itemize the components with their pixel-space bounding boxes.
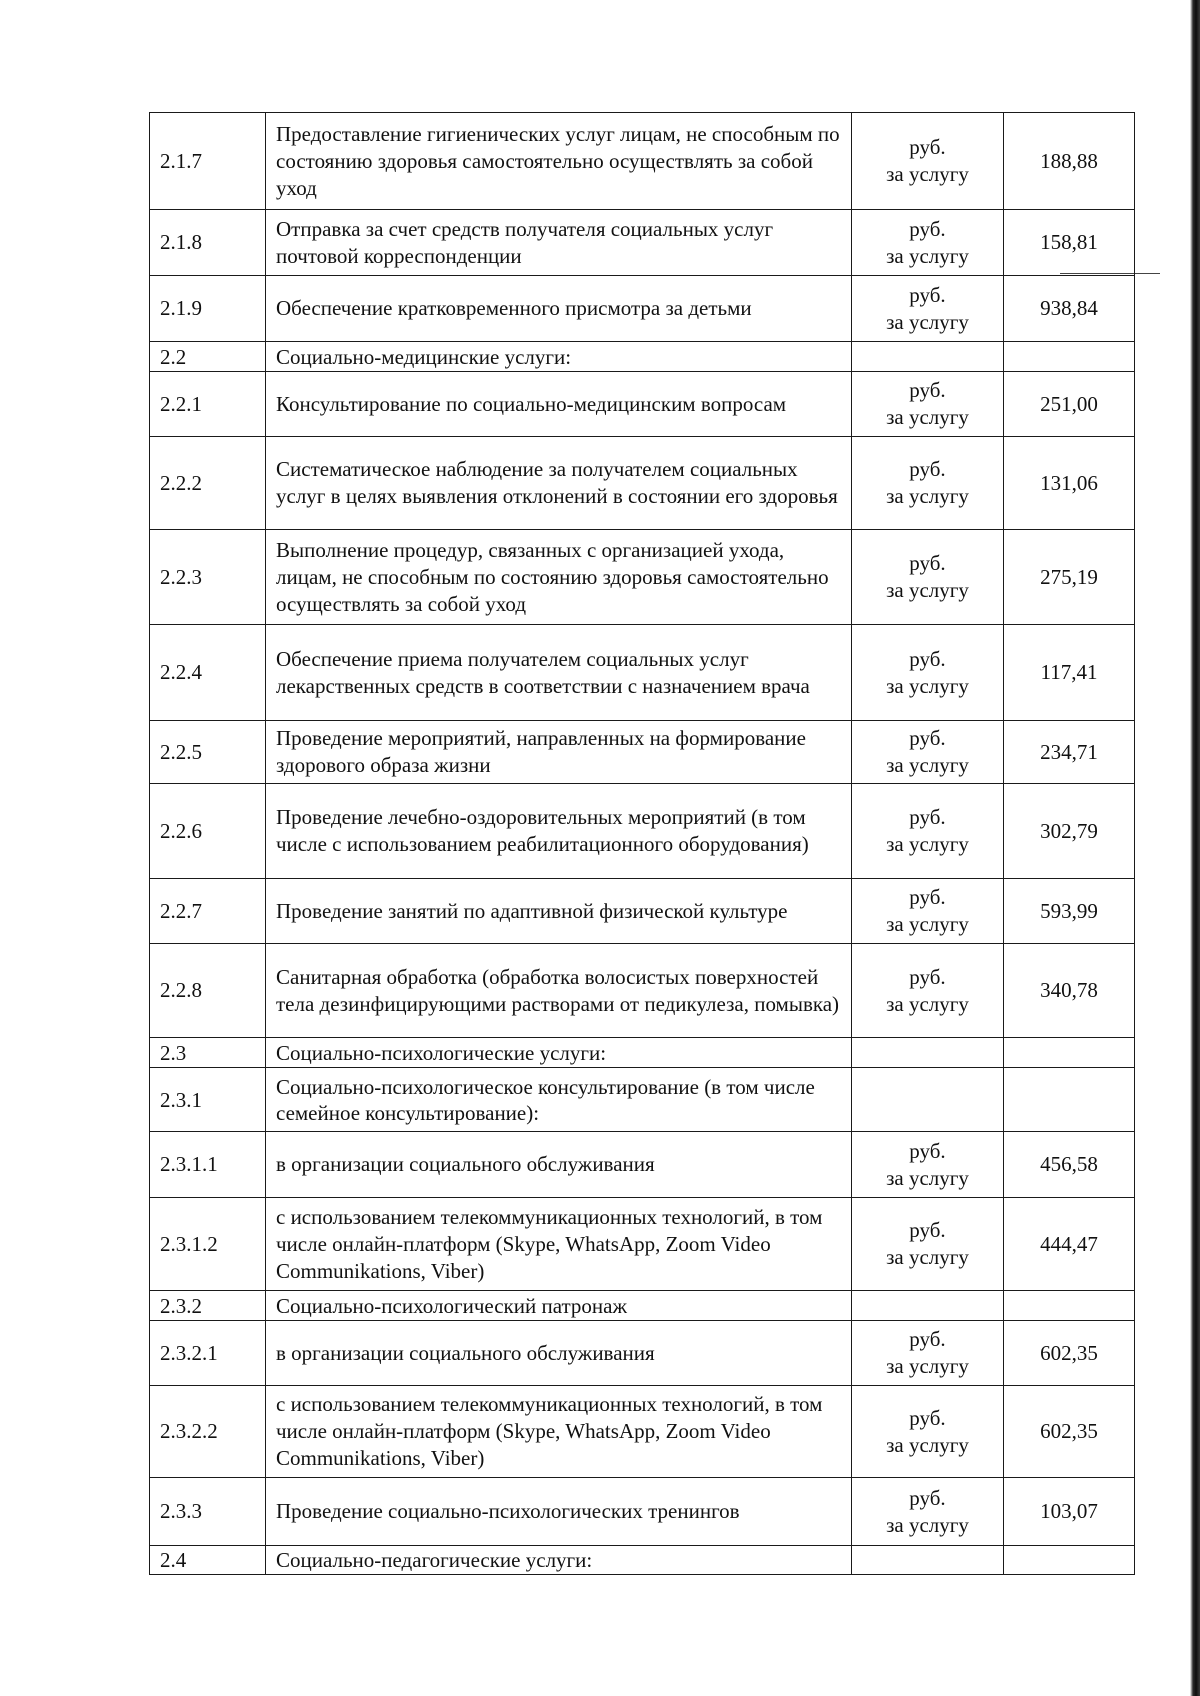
table-row: [150, 276, 1135, 342]
unit-cell: [852, 1132, 1004, 1198]
row-number: 2.3.2: [150, 1291, 266, 1321]
service-name: Отправка за счет средств получателя социальных услуг почтовой корреспонденции: [266, 210, 852, 276]
unit-cell: [852, 210, 1004, 276]
service-name: Социально-медицинские услуги:: [266, 342, 852, 372]
unit-per-service: за услугу: [886, 405, 969, 429]
unit-cell: [852, 437, 1004, 530]
price-value: 275,19: [1004, 530, 1135, 625]
price-value: 117,41: [1004, 625, 1135, 721]
row-number: 2.1.8: [150, 210, 266, 276]
unit-per-service: за услугу: [886, 578, 969, 602]
unit-currency: руб.: [909, 1485, 946, 1510]
unit-cell: [852, 625, 1004, 721]
unit-currency: руб.: [909, 216, 946, 241]
price-value: 188,88: [1004, 113, 1135, 210]
unit-cell: [852, 1478, 1004, 1546]
row-number: 2.2.3: [150, 530, 266, 625]
price-value: [1004, 1546, 1135, 1575]
unit-cell: [852, 530, 1004, 625]
unit-cell: [852, 1546, 1004, 1575]
unit-cell: [852, 113, 1004, 210]
service-name: Санитарная обработка (обработка волосистых поверхностей тела дезинфицирующими растворами от педикулеза, помывка): [266, 944, 852, 1038]
service-name: в организации социального обслуживания: [266, 1321, 852, 1386]
unit-per-service: за услугу: [886, 1512, 969, 1537]
unit-per-service: за услугу: [886, 309, 969, 334]
unit-per-service: за услугу: [886, 832, 969, 856]
row-number: 2.3.3: [150, 1478, 266, 1546]
row-number: 2.2.8: [150, 944, 266, 1038]
price-value: [1004, 1068, 1135, 1132]
unit-per-service: за услугу: [886, 162, 969, 186]
unit-currency: руб.: [909, 964, 946, 989]
unit-currency: руб.: [909, 1327, 946, 1351]
row-number: 2.2.2: [150, 437, 266, 530]
unit-per-service: за услугу: [886, 1165, 969, 1190]
unit-currency: руб.: [909, 1218, 946, 1242]
unit-cell: [852, 372, 1004, 437]
unit-currency: руб.: [909, 805, 946, 829]
table-row: [150, 1291, 1135, 1321]
unit-cell: [852, 1068, 1004, 1132]
price-value: 444,47: [1004, 1198, 1135, 1291]
price-value: 340,78: [1004, 944, 1135, 1038]
unit-currency: руб.: [909, 457, 946, 481]
row-number: 2.3.1.2: [150, 1198, 266, 1291]
table-row: [150, 113, 1135, 210]
row-number: 2.2.7: [150, 879, 266, 944]
tariff-table: [149, 112, 1135, 1575]
price-value: [1004, 1291, 1135, 1321]
unit-per-service: за услугу: [886, 912, 969, 936]
table-row: [150, 530, 1135, 625]
table-row: [150, 1068, 1135, 1132]
row-number: 2.2.4: [150, 625, 266, 721]
unit-per-service: за услугу: [886, 243, 969, 268]
table-row: [150, 1546, 1135, 1575]
price-value: 131,06: [1004, 437, 1135, 530]
price-value: 234,71: [1004, 721, 1135, 784]
unit-cell: [852, 1198, 1004, 1291]
table-row: [150, 1321, 1135, 1386]
unit-cell: [852, 784, 1004, 879]
price-value: 158,81: [1004, 210, 1135, 276]
price-value: [1004, 342, 1135, 372]
service-name: Обеспечение приема получателем социальных услуг лекарственных средств в соответствии с назначением врача: [266, 625, 852, 721]
unit-cell: [852, 1038, 1004, 1068]
row-number: 2.4: [150, 1546, 266, 1575]
row-number: 2.3.1: [150, 1068, 266, 1132]
price-value: 251,00: [1004, 372, 1135, 437]
unit-per-service: за услугу: [886, 1245, 969, 1269]
price-value: 602,35: [1004, 1321, 1135, 1386]
unit-currency: руб.: [909, 135, 946, 159]
service-name: Предоставление гигиенических услуг лицам, не способным по состоянию здоровья самостоятельно осуществлять за собой уход: [266, 113, 852, 210]
unit-per-service: за услугу: [886, 673, 969, 698]
unit-per-service: за услугу: [886, 484, 969, 508]
unit-currency: руб.: [909, 551, 946, 575]
service-name: Проведение мероприятий, направленных на формирование здорового образа жизни: [266, 721, 852, 784]
unit-cell: [852, 1321, 1004, 1386]
row-number: 2.3.2.2: [150, 1386, 266, 1478]
price-value: 456,58: [1004, 1132, 1135, 1198]
table-row: [150, 784, 1135, 879]
service-name: Социально-психологическое консультирование (в том числе семейное консультирование):: [266, 1068, 852, 1132]
table-row: [150, 372, 1135, 437]
table-row: [150, 879, 1135, 944]
unit-cell: [852, 944, 1004, 1038]
table-row: [150, 437, 1135, 530]
table-row: [150, 1386, 1135, 1478]
unit-currency: руб.: [909, 885, 946, 909]
unit-currency: руб.: [909, 1138, 946, 1163]
service-name: с использованием телекоммуникационных технологий, в том числе онлайн-платформ (Skype, WhatsApp, Zoom Video Communikations, Viber): [266, 1198, 852, 1291]
service-name: в организации социального обслуживания: [266, 1132, 852, 1198]
service-name: Обеспечение кратковременного присмотра за детьми: [266, 276, 852, 342]
row-number: 2.2.5: [150, 721, 266, 784]
price-value: 302,79: [1004, 784, 1135, 879]
row-number: 2.2: [150, 342, 266, 372]
row-number: 2.3.2.1: [150, 1321, 266, 1386]
unit-cell: [852, 721, 1004, 784]
unit-currency: руб.: [909, 1405, 946, 1430]
price-value: 602,35: [1004, 1386, 1135, 1478]
table-row: [150, 1198, 1135, 1291]
service-name: Выполнение процедур, связанных с организацией ухода, лицам, не способным по состоянию здоровья самостоятельно осуществлять за собой уход: [266, 530, 852, 625]
table-row: [150, 342, 1135, 372]
unit-currency: руб.: [909, 646, 946, 671]
unit-per-service: за услугу: [886, 1432, 969, 1457]
service-name: Консультирование по социально-медицинским вопросам: [266, 372, 852, 437]
price-value: [1004, 1038, 1135, 1068]
unit-cell: [852, 276, 1004, 342]
table-row: [150, 944, 1135, 1038]
unit-per-service: за услугу: [886, 1354, 969, 1378]
table-row: [150, 625, 1135, 721]
unit-currency: руб.: [909, 378, 946, 402]
unit-currency: руб.: [909, 282, 946, 307]
row-number: 2.2.6: [150, 784, 266, 879]
row-number: 2.3.1.1: [150, 1132, 266, 1198]
service-name: Систематическое наблюдение за получателем социальных услуг в целях выявления отклонений в состоянии его здоровья: [266, 437, 852, 530]
price-value: 593,99: [1004, 879, 1135, 944]
table-row: [150, 1132, 1135, 1198]
table-row: [150, 721, 1135, 784]
service-name: Проведение занятий по адаптивной физической культуре: [266, 879, 852, 944]
table-row: [150, 1038, 1135, 1068]
row-number: 2.2.1: [150, 372, 266, 437]
table-row: [150, 1478, 1135, 1546]
service-name: Проведение социально-психологических тренингов: [266, 1478, 852, 1546]
row-number: 2.1.9: [150, 276, 266, 342]
row-number: 2.3: [150, 1038, 266, 1068]
unit-cell: [852, 879, 1004, 944]
scan-edge-artifact: [1190, 0, 1200, 1696]
service-name: Социально-психологический патронаж: [266, 1291, 852, 1321]
service-name: с использованием телекоммуникационных технологий, в том числе онлайн-платформ (Skype, WhatsApp, Zoom Video Communikations, Viber): [266, 1386, 852, 1478]
unit-cell: [852, 1386, 1004, 1478]
unit-per-service: за услугу: [886, 753, 969, 777]
unit-cell: [852, 342, 1004, 372]
tariff-table-body: [150, 113, 1135, 1575]
table-row: [150, 210, 1135, 276]
service-name: Проведение лечебно-оздоровительных мероприятий (в том числе с использованием реабилитационного оборудования): [266, 784, 852, 879]
service-name: Социально-педагогические услуги:: [266, 1546, 852, 1575]
price-value: 938,84: [1004, 276, 1135, 342]
row-number: 2.1.7: [150, 113, 266, 210]
unit-currency: руб.: [909, 726, 946, 750]
service-name: Социально-психологические услуги:: [266, 1038, 852, 1068]
price-value: 103,07: [1004, 1478, 1135, 1546]
unit-per-service: за услугу: [886, 991, 969, 1016]
unit-cell: [852, 1291, 1004, 1321]
